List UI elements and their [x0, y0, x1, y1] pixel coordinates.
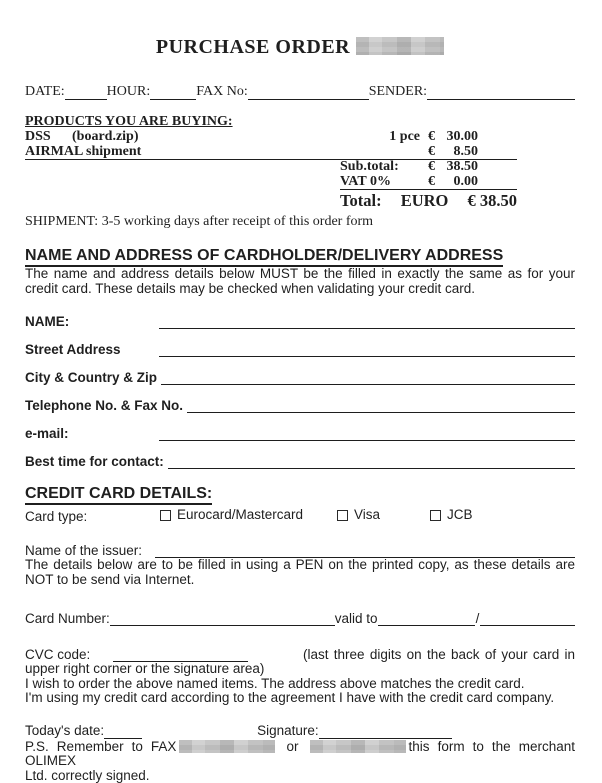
hour-field[interactable]	[150, 84, 196, 100]
best-time-label: Best time for contact:	[25, 453, 164, 469]
issuer-field[interactable]	[155, 544, 575, 558]
field-row-city	[25, 357, 575, 385]
cardholder-heading: NAME AND ADDRESS OF CARDHOLDER/DELIVERY ADDRESS	[25, 247, 503, 267]
todays-date-field[interactable]	[104, 725, 142, 739]
hour-label: HOUR:	[106, 84, 151, 99]
product-qty: 1 pce	[389, 129, 420, 144]
card-number-label: Card Number:	[25, 610, 110, 626]
email-label: e-mail:	[25, 425, 69, 441]
city-country-zip-field[interactable]	[161, 371, 575, 385]
products-heading: PRODUCTS YOU ARE BUYING:	[25, 114, 233, 129]
product-price: € 30.00	[428, 129, 478, 144]
subtotal-row	[25, 160, 517, 175]
sender-label: SENDER:	[368, 84, 428, 99]
products-section	[25, 114, 517, 210]
todays-date-label: Today's date:	[25, 723, 105, 739]
agreement-line1: I wish to order the above named items. The address above matches the credit card.	[25, 675, 525, 691]
card-type-row	[25, 508, 575, 524]
valid-to-month-field[interactable]	[378, 612, 475, 626]
cardholder-intro: The name and address details below MUST be the filled in exactly the same as for your credit card. These details may be checked when validating your credit card.	[25, 266, 575, 296]
currency-symbol: €	[428, 173, 435, 189]
meta-row	[25, 84, 575, 100]
field-row-street	[25, 329, 575, 357]
name-label: NAME:	[25, 313, 70, 329]
telephone-fax-label: Telephone No. & Fax No.	[25, 397, 184, 413]
total-row	[340, 191, 517, 210]
issuer-label: Name of the issuer:	[25, 542, 143, 558]
issuer-row	[25, 540, 575, 558]
product-name: DSS (board.zip)	[25, 129, 139, 144]
page-title	[25, 36, 575, 59]
address-fields	[25, 301, 575, 469]
credit-card-heading: CREDIT CARD DETAILS:	[25, 485, 212, 505]
product-row	[25, 130, 517, 145]
cardholder-section	[25, 247, 575, 783]
cvc-row	[25, 644, 575, 662]
currency-symbol: €	[428, 143, 435, 159]
product-price: € 8.50	[428, 143, 478, 159]
subtotal-value: € 38.50	[428, 159, 478, 174]
date-label: DATE:	[25, 84, 65, 99]
field-row-name	[25, 301, 575, 329]
street-address-label: Street Address	[25, 341, 121, 357]
signature-field[interactable]	[319, 725, 452, 739]
checkbox-label: Eurocard/Mastercard	[177, 507, 304, 522]
total-label: Total:	[340, 191, 382, 210]
valid-to-label: valid to	[334, 610, 378, 626]
redaction-box-fax-number	[179, 740, 275, 753]
email-field[interactable]	[159, 427, 575, 441]
product-name: AIRMAL shipment	[25, 143, 142, 159]
fax-label: FAX No:	[196, 84, 248, 99]
name-field[interactable]	[159, 315, 575, 329]
checkbox-jcb[interactable]	[430, 508, 473, 523]
field-row-phone	[25, 385, 575, 413]
redaction-box-email	[310, 740, 406, 753]
date-signature-row	[25, 722, 575, 739]
cvc-note-line1: (last three digits on the back of your card in	[303, 646, 575, 662]
currency-symbol: €	[428, 129, 435, 144]
total-currency-word: EURO	[400, 191, 449, 210]
checkbox-icon	[160, 510, 171, 521]
currency-symbol: €	[428, 159, 435, 174]
card-number-row	[25, 608, 575, 626]
valid-to-separator: /	[475, 610, 480, 626]
vat-label: VAT 0%	[340, 173, 391, 189]
vat-value: € 0.00	[428, 173, 478, 189]
checkbox-label: Visa	[354, 507, 381, 522]
cvc-label: CVC code:	[25, 646, 91, 662]
field-row-contact-time	[25, 441, 575, 469]
checkbox-icon	[337, 510, 348, 521]
subtotal-label: Sub.total:	[340, 159, 399, 174]
field-row-email	[25, 413, 575, 441]
fax-field[interactable]	[248, 84, 369, 100]
card-number-field[interactable]	[110, 612, 335, 626]
card-type-label: Card type:	[25, 508, 88, 524]
cvc-field[interactable]	[113, 648, 248, 662]
cvc-note-line2: upper right corner or the signature area)	[25, 661, 265, 677]
agreement-line2: I'm using my credit card according to the agreement I have with the credit card company.	[25, 690, 555, 706]
city-country-zip-label: City & Country & Zip	[25, 369, 157, 385]
date-field[interactable]	[65, 84, 107, 100]
sender-field[interactable]	[427, 84, 575, 100]
signature-label: Signature:	[257, 723, 319, 739]
ps-note: P.S. Remember to FAX or this form to the merchant OLIMEX Ltd. correctly signed.	[25, 738, 576, 783]
shipment-note: SHIPMENT: 3-5 working days after receipt of this order form	[25, 214, 374, 229]
telephone-fax-field[interactable]	[187, 399, 575, 413]
street-address-field[interactable]	[159, 343, 575, 357]
redaction-box	[356, 37, 444, 55]
page-title-text: PURCHASE ORDER	[155, 36, 351, 58]
checkbox-visa[interactable]	[337, 508, 430, 523]
pen-note: The details below are to be filled in using a PEN on the printed copy, as these details are NOT to be send via Internet.	[25, 557, 575, 587]
vat-row	[25, 175, 517, 191]
total-amount: € 38.50	[467, 191, 517, 210]
valid-to-year-field[interactable]	[480, 612, 575, 626]
checkbox-eurocard-mastercard[interactable]	[160, 508, 337, 523]
product-row	[25, 145, 517, 161]
best-time-field[interactable]	[168, 455, 575, 469]
checkbox-label: JCB	[447, 507, 473, 522]
checkbox-icon	[430, 510, 441, 521]
